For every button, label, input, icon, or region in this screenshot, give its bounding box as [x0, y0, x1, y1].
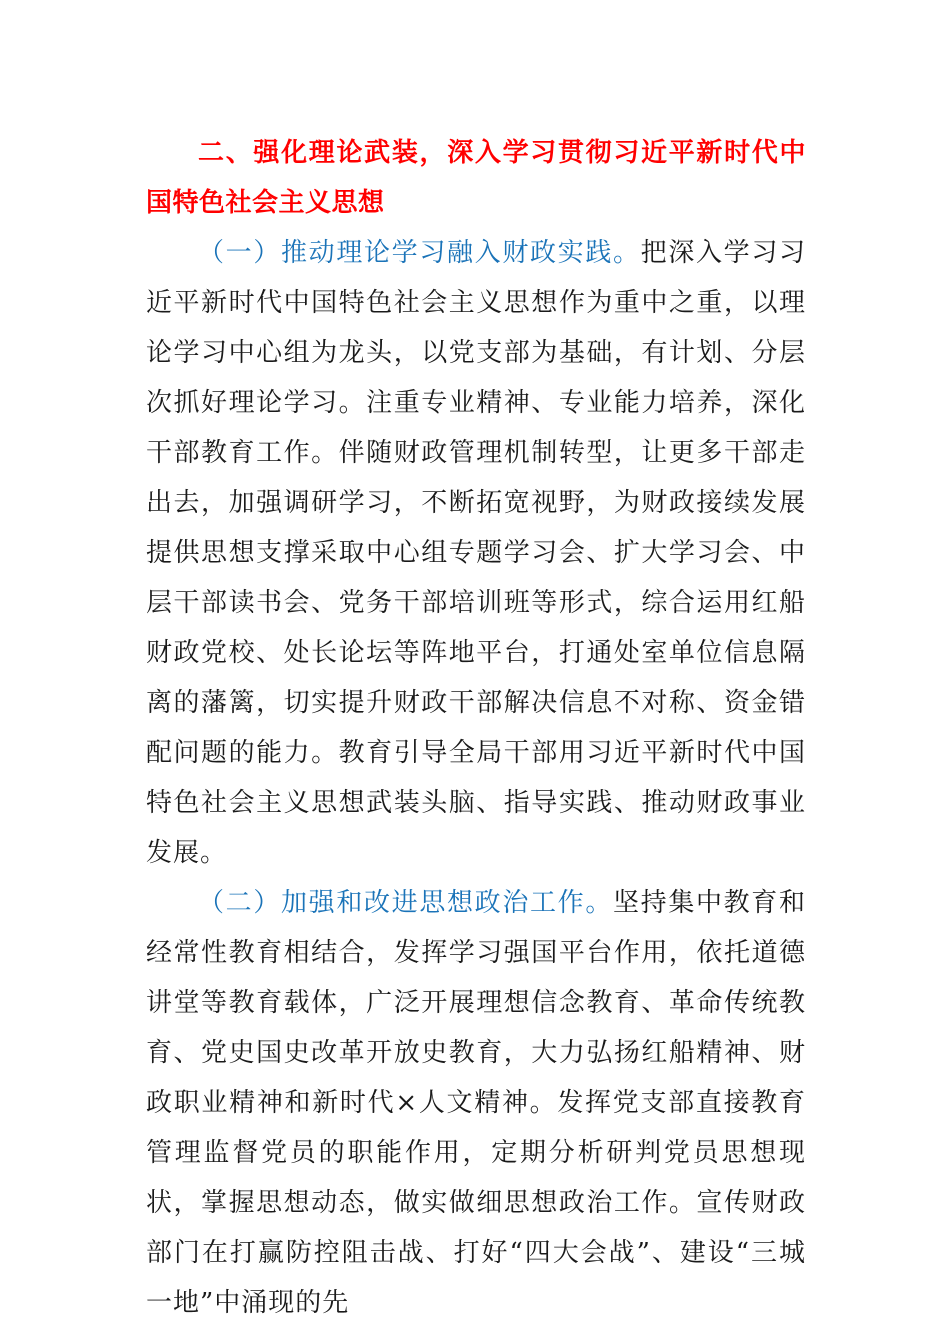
subheading-1: （一）推动理论学习融入财政实践。 [198, 238, 641, 268]
paragraph-1 [146, 228, 806, 878]
paragraph-1-text: 把深入学习习近平新时代中国特色社会主义思想作为重中之重，以理论学习中心组为龙头，以党支部为基础，有计划、分层次抓好理论学习。注重专业精神、专业能力培养，深化干部教育工作。伴随财政管理机制转型，让更多干部走出去，加强调研学习，不断拓宽视野，为财政接续发展提供思想支撑采取中心组专题学习会、扩大学习会、中层干部读书会、党务干部培训班等形式，综合运用红船财政党校、处长论坛等阵地平台，打通处室单位信息隔离的藩篱，切实提升财政干部解决信息不对称、资金错配问题的能力。教育引导全局干部用习近平新时代中国特色社会主义思想武装头脑、指导实践、推动财政事业发展。 [146, 238, 806, 868]
document-body [146, 128, 806, 1328]
paragraph-2-text: 坚持集中教育和经常性教育相结合，发挥学习强国平台作用，依托道德讲堂等教育载体，广泛开展理想信念教育、革命传统教育、党史国史改革开放史教育，大力弘扬红船精神、财政职业精神和新时代×人文精神。发挥党支部直接教育管理监督党员的职能作用，定期分析研判党员思想现状，掌握思想动态，做实做细思想政治工作。宣传财政部门在打赢防控阻击战、打好“四大会战”、建设“三城一地”中涌现的先 [146, 888, 806, 1318]
paragraph-2 [146, 878, 806, 1328]
subheading-2: （二）加强和改进思想政治工作。 [198, 888, 613, 918]
section-heading: 二、强化理论武装，深入学习贯彻习近平新时代中国特色社会主义思想 [146, 138, 806, 218]
